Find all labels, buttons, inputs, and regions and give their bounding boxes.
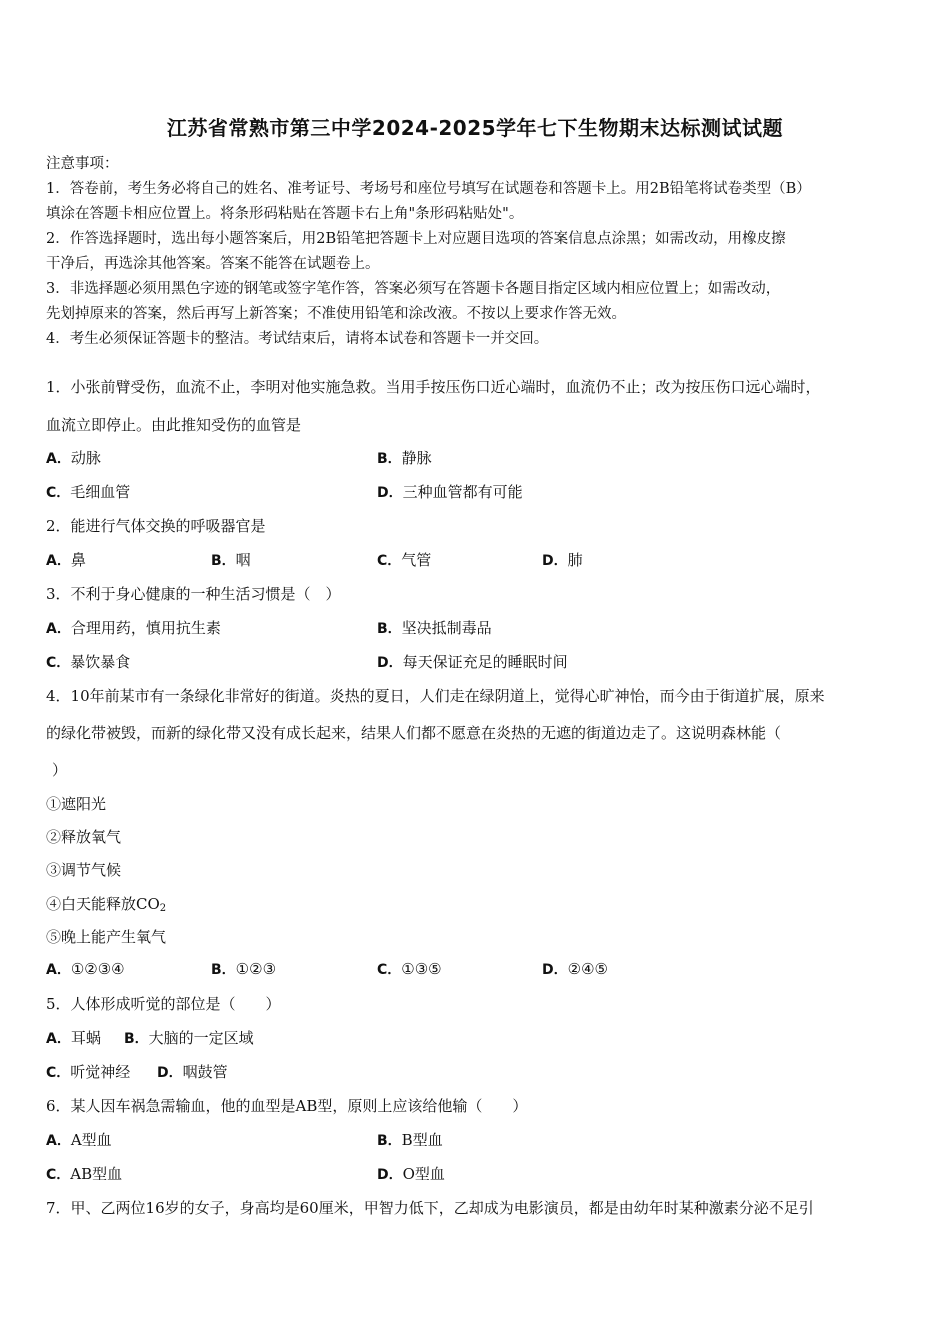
- question-5-option-b: [124, 1027, 254, 1048]
- question-4-stem-end: ）: [52, 761, 68, 779]
- option-text: ①②③④: [70, 960, 125, 978]
- option-text: 三种血管都有可能: [402, 483, 523, 501]
- option-letter: D．: [542, 962, 568, 978]
- option-letter: D．: [377, 1167, 403, 1183]
- option-text: O型血: [402, 1165, 445, 1183]
- question-3-option-c: [46, 651, 130, 672]
- option-letter: B．: [211, 962, 236, 978]
- question-7-stem: 7．甲、乙两位16岁的女子，身高均是60厘米，甲智力低下，乙却成为电影演员，都是由幼年时某种激素分泌不足引: [46, 1199, 814, 1217]
- option-letter: A．: [46, 451, 71, 467]
- option-letter: A．: [46, 1031, 71, 1047]
- question-6-stem: 6．某人因车祸急需输血，他的血型是AB型，原则上应该给他输（ ）: [46, 1097, 528, 1115]
- option-text: 气管: [401, 551, 432, 569]
- question-2-stem: 2．能进行气体交换的呼吸器官是: [46, 517, 266, 535]
- question-4-option-c: [377, 959, 442, 979]
- page-title: 江苏省常熟市第三中学2024-2025学年七下生物期末达标测试试题: [166, 116, 784, 140]
- notice-line: 3．非选择题必须用黑色字迹的钢笔或签字笔作答，答案必须写在答题卡各题目指定区域内相应位置上；如需改动，: [46, 281, 781, 297]
- question-1-option-a: [46, 447, 101, 468]
- notice-line: 填涂在答题卡相应位置上。将条形码粘贴在答题卡右上角"条形码粘贴处"。: [46, 206, 524, 222]
- option-letter: A．: [46, 621, 71, 637]
- option-text: ①②③: [235, 960, 277, 978]
- question-5-stem: 5．人体形成听觉的部位是（ ）: [46, 995, 281, 1013]
- option-text: ①③⑤: [401, 960, 442, 978]
- question-4-item: ②释放氧气: [46, 828, 122, 846]
- option-text: 咽鼓管: [182, 1063, 228, 1081]
- question-3-option-b: [377, 617, 492, 638]
- question-6-option-c: [46, 1163, 122, 1184]
- notice-line: 2．作答选择题时，选出每小题答案后，用2B铅笔把答题卡上对应题目选项的答案信息点涂黑；如需改动，用橡皮擦: [46, 231, 786, 247]
- option-letter: B．: [377, 451, 402, 467]
- question-4-stem: 4．10年前某市有一条绿化非常好的街道。炎热的夏日，人们走在绿阴道上，觉得心旷神怡，而今由于街道扩展，原来: [46, 687, 825, 705]
- question-4-option-a: [46, 959, 125, 979]
- question-4-option-b: [211, 959, 276, 979]
- option-letter: D．: [377, 655, 403, 671]
- question-1-option-b: [377, 447, 432, 468]
- question-2-option-c: [377, 549, 431, 570]
- option-text: ②④⑤: [567, 960, 608, 978]
- option-text: 大脑的一定区域: [148, 1029, 254, 1047]
- question-5-option-c: [46, 1061, 130, 1082]
- option-letter: A．: [46, 553, 71, 569]
- option-text: 动脉: [70, 449, 101, 467]
- option-letter: C．: [46, 1065, 71, 1081]
- question-1-option-c: [46, 481, 130, 502]
- option-text: B型血: [401, 1131, 443, 1149]
- question-6-option-b: [377, 1129, 443, 1150]
- option-text: 每天保证充足的睡眠时间: [402, 653, 568, 671]
- notice-heading: 注意事项：: [46, 156, 119, 172]
- question-3-option-a: [46, 617, 221, 638]
- option-letter: C．: [377, 553, 402, 569]
- option-text: 咽: [235, 551, 251, 569]
- question-6-option-a: [46, 1129, 112, 1150]
- question-2-option-d: [542, 549, 583, 570]
- notice-line: 4．考生必须保证答题卡的整洁。考试结束后，请将本试卷和答题卡一并交回。: [46, 331, 549, 347]
- notice-line: 干净后，再选涂其他答案。答案不能答在试题卷上。: [46, 256, 380, 272]
- option-letter: B．: [377, 1133, 402, 1149]
- question-1-option-d: [377, 481, 523, 502]
- option-letter: B．: [211, 553, 236, 569]
- notice-line: 1．答卷前，考生务必将自己的姓名、准考证号、考场号和座位号填写在试题卷和答题卡上。用2B铅笔将试卷类型（B）: [46, 181, 811, 197]
- option-letter: A．: [46, 962, 71, 978]
- question-4-option-d: [542, 959, 608, 979]
- question-4-item: [46, 893, 166, 914]
- item-text: ④白天能释放CO: [46, 895, 160, 913]
- option-text: 鼻: [70, 551, 86, 569]
- question-4-item: ①遮阳光: [46, 795, 107, 813]
- question-2-option-b: [211, 549, 251, 570]
- question-5-option-d: [157, 1061, 228, 1082]
- option-text: 合理用药，慎用抗生素: [70, 619, 221, 637]
- option-text: 毛细血管: [70, 483, 131, 501]
- question-1-stem-cont: 血流立即停止。由此推知受伤的血管是: [46, 416, 302, 434]
- option-text: 坚决抵制毒品: [401, 619, 492, 637]
- question-5-option-a: [46, 1027, 101, 1048]
- option-letter: D．: [157, 1065, 183, 1081]
- option-text: 肺: [567, 551, 583, 569]
- option-text: 耳蜗: [70, 1029, 101, 1047]
- option-text: 静脉: [401, 449, 432, 467]
- question-4-item: ③调节气候: [46, 861, 122, 879]
- option-letter: D．: [377, 485, 403, 501]
- option-letter: B．: [124, 1031, 149, 1047]
- question-6-option-d: [377, 1163, 445, 1184]
- option-letter: A．: [46, 1133, 71, 1149]
- notice-line: 先划掉原来的答案，然后再写上新答案；不准使用铅笔和涂改液。不按以上要求作答无效。: [46, 306, 626, 322]
- question-1-stem: 1．小张前臂受伤，血流不止，李明对他实施急救。当用手按压伤口近心端时，血流仍不止；改为按压伤口远心端时，: [46, 378, 821, 396]
- co2-subscript: 2: [159, 903, 167, 914]
- option-text: 听觉神经: [70, 1063, 131, 1081]
- question-3-stem: 3．不利于身心健康的一种生活习惯是（ ）: [46, 585, 341, 603]
- option-letter: C．: [46, 655, 71, 671]
- option-text: AB型血: [70, 1165, 123, 1183]
- question-3-option-d: [377, 651, 568, 672]
- option-letter: C．: [377, 962, 402, 978]
- question-2-option-a: [46, 549, 86, 570]
- question-4-stem-cont: 的绿化带被毁，而新的绿化带又没有成长起来，结果人们都不愿意在炎热的无遮的街道边走了。这说明森林能（: [46, 724, 782, 742]
- option-letter: B．: [377, 621, 402, 637]
- option-text: 暴饮暴食: [70, 653, 131, 671]
- option-text: A型血: [70, 1131, 112, 1149]
- option-letter: C．: [46, 1167, 71, 1183]
- option-letter: C．: [46, 485, 71, 501]
- option-letter: D．: [542, 553, 568, 569]
- question-4-item: ⑤晚上能产生氧气: [46, 928, 167, 946]
